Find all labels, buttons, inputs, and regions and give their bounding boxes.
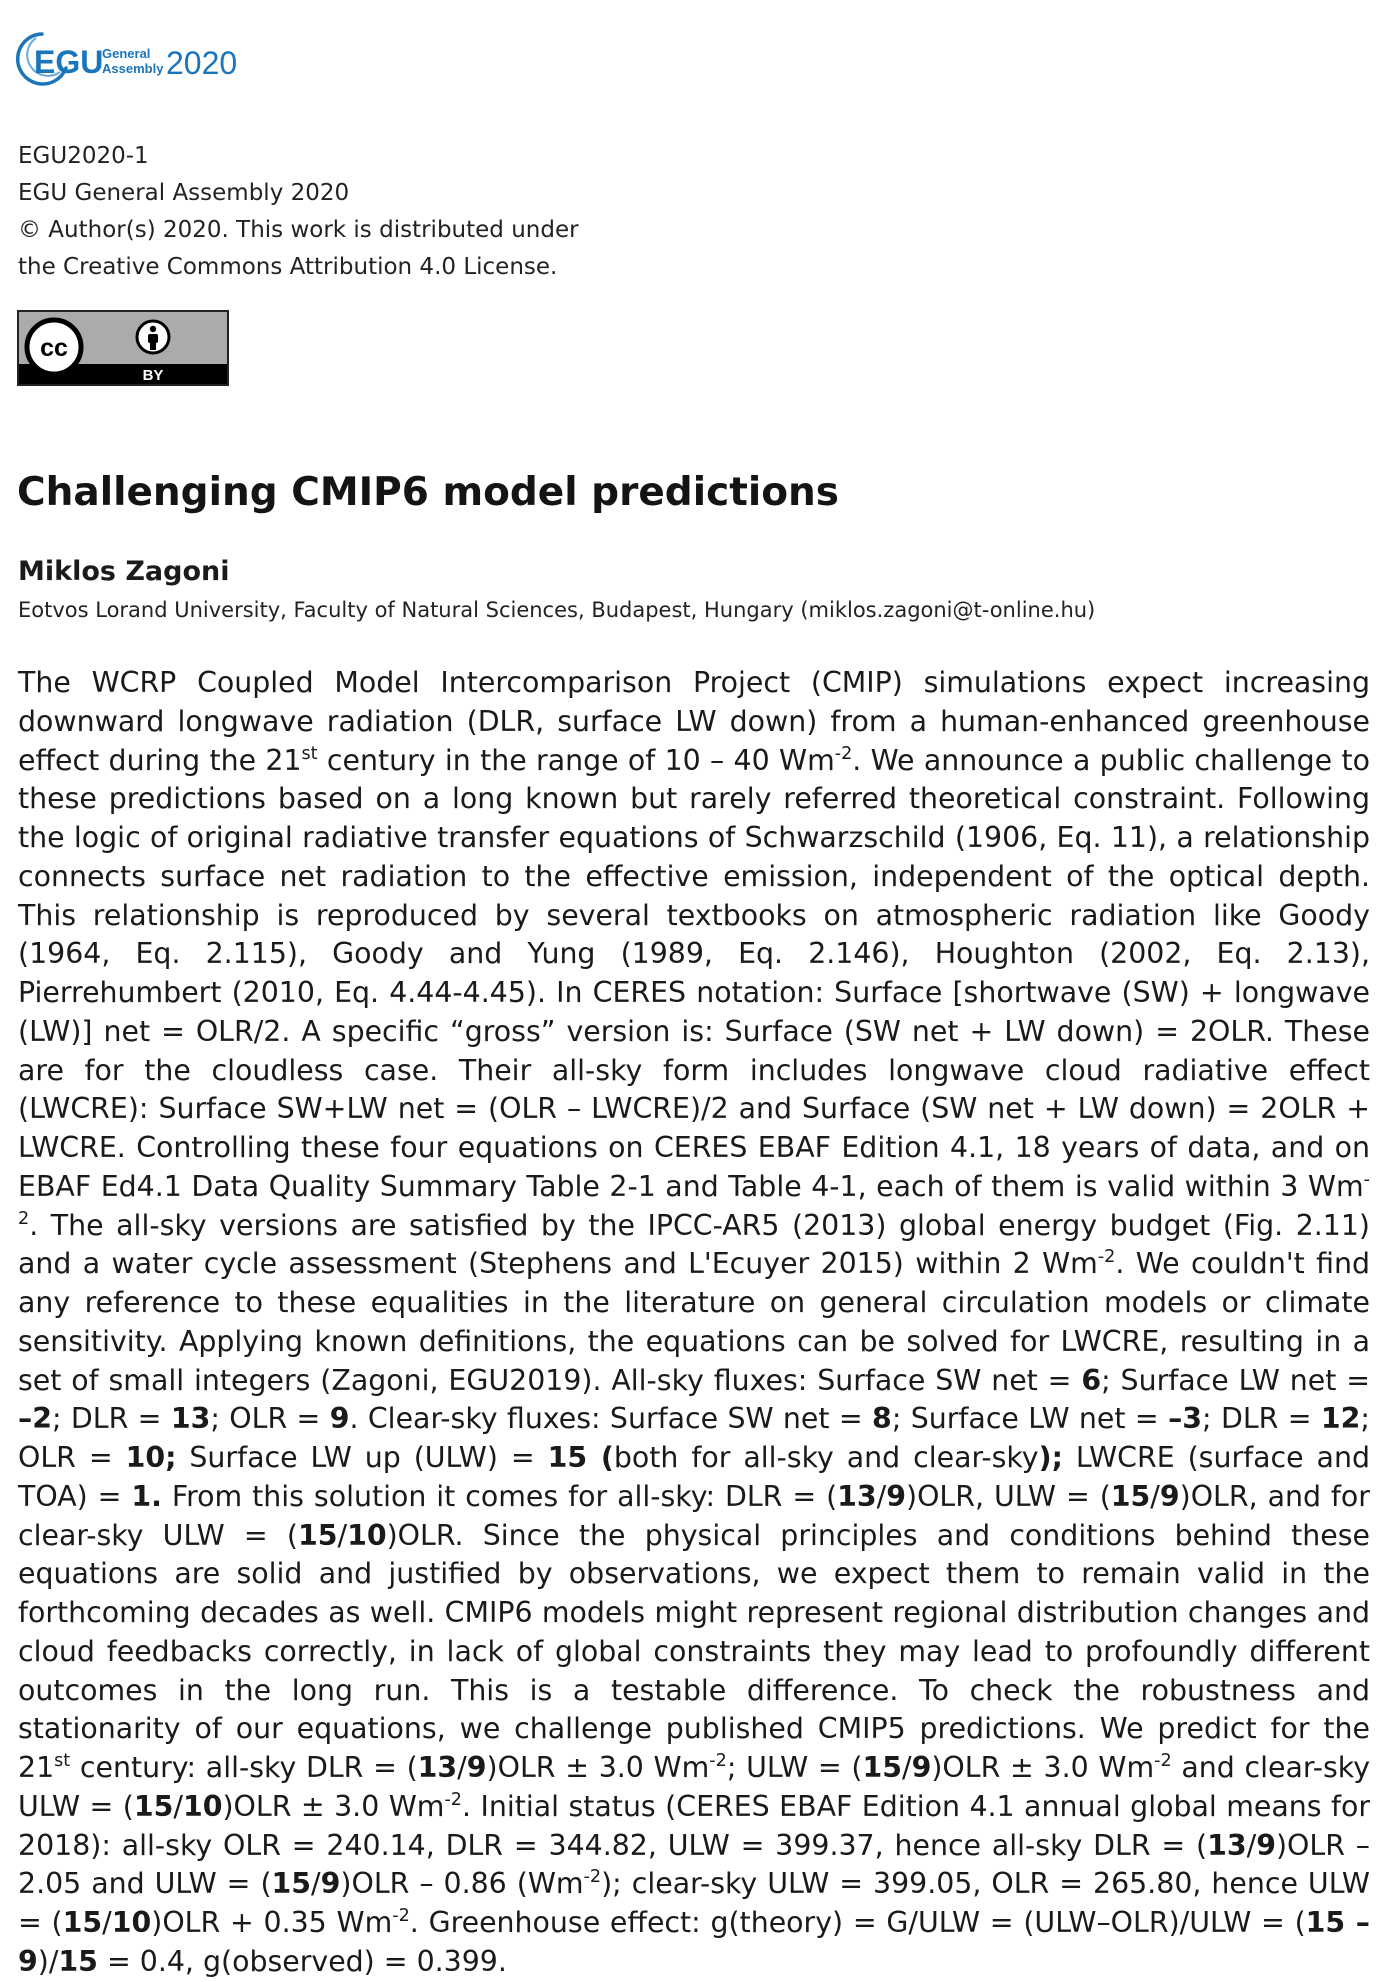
abstract-text: / (876, 1479, 887, 1513)
bold-value: 15 (62, 1906, 103, 1939)
bold-value: –3 (1168, 1402, 1203, 1436)
bold-value: 1. (131, 1479, 162, 1513)
superscript: -2 (392, 1906, 410, 1927)
meta-line: EGU General Assembly 2020 (18, 180, 350, 206)
abstract-text: / (902, 1751, 912, 1784)
svg-text:cc: cc (40, 334, 68, 362)
abstract-text: . Initial status (CERES EBAF Edition 4.1 annual global means for 2018): all-sky OLR = 240.14, DLR = 344.82, ULW = 399.37, hence all-sky DLR = ( (18, 1789, 1371, 1862)
bold-value: 9 (1159, 1479, 1180, 1513)
abstract-text: . We couldn't find any reference to these equalities in the literature on general circulation models or climate sensitivity. Applying known definitions, the equations can be solved for LWCRE, resulting in a set of small integers (Zagoni, EGU2019). All-sky fluxes: Surface SW net = (18, 1247, 1370, 1397)
abstract-text: both for all-sky and clear-sky (613, 1441, 1039, 1474)
abstract-text: ; Surface LW net = (891, 1402, 1169, 1436)
page-title: Challenging CMIP6 model predictions (17, 470, 839, 515)
author-affiliation: Eotvos Lorand University, Faculty of Natural Sciences, Budapest, Hungary (miklos.zagoni@t-online.hu) (18, 598, 1096, 622)
bold-value: 15 (1110, 1479, 1151, 1513)
bold-value: 13 (1207, 1828, 1247, 1862)
egu-logo-assembly: Assembly (102, 61, 164, 76)
bold-value: 9 (886, 1479, 906, 1513)
abstract-text: )OLR + 0.35 Wm (151, 1906, 393, 1939)
egu-logo (14, 28, 264, 90)
abstract-text: Surface LW up (ULW) = (176, 1441, 548, 1474)
abstract-text: LWCRE (surface and TOA) = (18, 1441, 1370, 1513)
abstract-text: / (102, 1906, 112, 1939)
meta-line: the Creative Commons Attribution 4.0 License. (18, 254, 558, 280)
bold-value: 9 (911, 1751, 932, 1784)
bold-value: –2 (18, 1402, 52, 1436)
bold-value: 9 (1256, 1828, 1276, 1862)
meta-line: © Author(s) 2020. This work is distributed under (18, 217, 579, 243)
bold-value: 9 (466, 1751, 487, 1784)
cc-icon (27, 320, 81, 374)
bold-value: 10 (111, 1906, 152, 1939)
abstract-text: )OLR – 2.05 and ULW = ( (18, 1828, 1370, 1901)
abstract-text: )OLR ± 3.0 Wm (222, 1789, 445, 1823)
bold-value: 10 (182, 1789, 223, 1823)
abstract-text: The WCRP Coupled Model Intercomparison Project (CMIP) simulations expect increasing downward longwave radiation (DLR, surface LW down) from a human-enhanced greenhouse effect during the 21 (18, 666, 1370, 777)
abstract-text: ; Surface LW net = (1101, 1363, 1370, 1397)
abstract-text: ); clear-sky ULW = 399.05, OLR = 265.80, hence ULW = ( (18, 1867, 1370, 1939)
abstract-text: century: all-sky DLR = ( (70, 1751, 418, 1784)
abstract-text: ; ULW = ( (726, 1751, 863, 1784)
cc-by-license-badge[interactable] (17, 310, 229, 386)
meta-line: EGU2020-1 (18, 143, 149, 169)
abstract-text: / (173, 1789, 183, 1823)
superscript: -2 (834, 743, 853, 764)
superscript: st (54, 1751, 71, 1772)
abstract-text: )OLR – 0.86 (Wm (340, 1867, 584, 1901)
abstract-text: )OLR, ULW = ( (906, 1479, 1111, 1513)
abstract-text: ; DLR = (51, 1402, 171, 1436)
egu-logo-text: EGU (34, 44, 104, 80)
bold-value: 15 (271, 1867, 312, 1901)
abstract-text: . The all-sky versions are satisfied by the IPCC-AR5 (2013) global energy budget (Fig. 2.11) and a water cycle assessment (Stephens and L'Ecuyer 2015) within 2 Wm (18, 1208, 1370, 1281)
bold-value: 15 (862, 1751, 902, 1784)
abstract-text: . Clear-sky fluxes: Surface SW net = (349, 1402, 873, 1436)
abstract-text: . We announce a public challenge to these predictions based on a long known but rarely referred theoretical constraint. Following the logic of original radiative transfer equations of Schwarzschild (1906, Eq. 11), a relationship connects surface net radiation to the effective emission, independent of the optical depth. This relationship is reproduced by several textbooks on atmospheric radiation like Goody (1964, Eq. 2.115), Goody and Yung (1989, Eq. 2.146), Houghton (2002, Eq. 2.13), Pierrehumbert (2010, Eq. 4.44-4.45). In CERES notation: Surface [shortwave (SW) + longwave (LW)] net = OLR/2. A specific “gross” version is: Surface (SW net + LW down) = 2OLR. These are for the cloudless case. Their all-sky form includes longwave cloud radiative effect (LWCRE): Surface SW+LW net = (OLR – LWCRE)/2 and Surface (SW net + LW down) = 2OLR + LWCRE. Controlling these four equations on CERES EBAF Edition 4.1, 18 years of data, and on EBAF Ed4.1 Data Quality Summary Table 2-1 and Table 4-1, each of them is valid within 3 Wm (18, 743, 1370, 1203)
egu-logo-general: General (102, 46, 151, 61)
bold-value: 12 (1320, 1402, 1361, 1436)
abstract-text: )OLR. Since the physical principles and conditions behind these equations are solid and justified by observations, we expect them to remain valid in the forthcoming decades as well. CMIP6 models might represent regional distribution changes and cloud feedbacks correctly, in lack of global constraints they may lead to profoundly different outcomes in the long run. This is a testable difference. To check the robustness and stationarity of our equations, we challenge published CMIP5 predictions. We predict for the 21 (18, 1518, 1370, 1784)
superscript: -2 (444, 1789, 462, 1810)
publication-meta (18, 138, 579, 286)
egu-logo-year: 2020 (166, 45, 238, 81)
bold-value: 15 (58, 1944, 98, 1978)
superscript: -2 (583, 1867, 602, 1888)
abstract-text: and clear-sky ULW = ( (18, 1751, 1370, 1823)
bold-value: 6 (1081, 1363, 1102, 1397)
author-name: Miklos Zagoni (18, 556, 230, 587)
superscript: -2 (1097, 1247, 1116, 1268)
bold-value: 15 (133, 1789, 174, 1823)
abstract-text: . Greenhouse effect: g(theory) = G/ULW = (ULW–OLR)/ULW = ( (409, 1906, 1306, 1939)
attribution-person-icon (137, 321, 169, 353)
superscript: -2 (709, 1751, 727, 1772)
abstract-text: century in the range of 10 – 40 Wm (317, 743, 835, 777)
abstract-text: )/ (37, 1944, 59, 1978)
cc-by-label: BY (142, 367, 164, 384)
bold-value: 10; (125, 1441, 177, 1474)
bold-value: 13 (837, 1479, 877, 1513)
abstract-text: / (1246, 1828, 1257, 1862)
abstract-text: ; DLR = (1202, 1402, 1321, 1436)
bold-value: 8 (872, 1402, 892, 1436)
superscript: -2 (1154, 1751, 1172, 1772)
abstract-text: From this solution it comes for all-sky: DLR = ( (161, 1479, 838, 1513)
bold-value: 10 (347, 1518, 387, 1552)
bold-value: 13 (417, 1751, 458, 1784)
abstract-text: / (311, 1867, 321, 1901)
bold-value: 13 (170, 1402, 211, 1436)
abstract-text: / (337, 1518, 348, 1552)
bold-value: 15 (297, 1518, 338, 1552)
bold-value: 9 (329, 1402, 350, 1436)
abstract-text: )OLR ± 3.0 Wm (486, 1751, 710, 1784)
abstract-text: )OLR, and for clear-sky ULW = ( (18, 1479, 1370, 1552)
abstract-text: ; OLR = (210, 1402, 330, 1436)
bold-value: 15 – 9 (18, 1906, 1370, 1978)
bold-value: 15 ( (547, 1441, 614, 1474)
abstract-text: / (457, 1751, 467, 1784)
bold-value: ); (1038, 1441, 1063, 1474)
superscript: -2 (18, 1169, 1370, 1229)
abstract-text: )OLR ± 3.0 Wm (931, 1751, 1155, 1784)
abstract-text: = 0.4, g(observed) = 0.399. (97, 1944, 507, 1978)
abstract-text: / (1150, 1479, 1160, 1513)
abstract-body (18, 664, 1370, 1982)
superscript: st (301, 743, 318, 764)
abstract-text: ; OLR = (18, 1402, 1370, 1474)
bold-value: 9 (320, 1867, 341, 1901)
